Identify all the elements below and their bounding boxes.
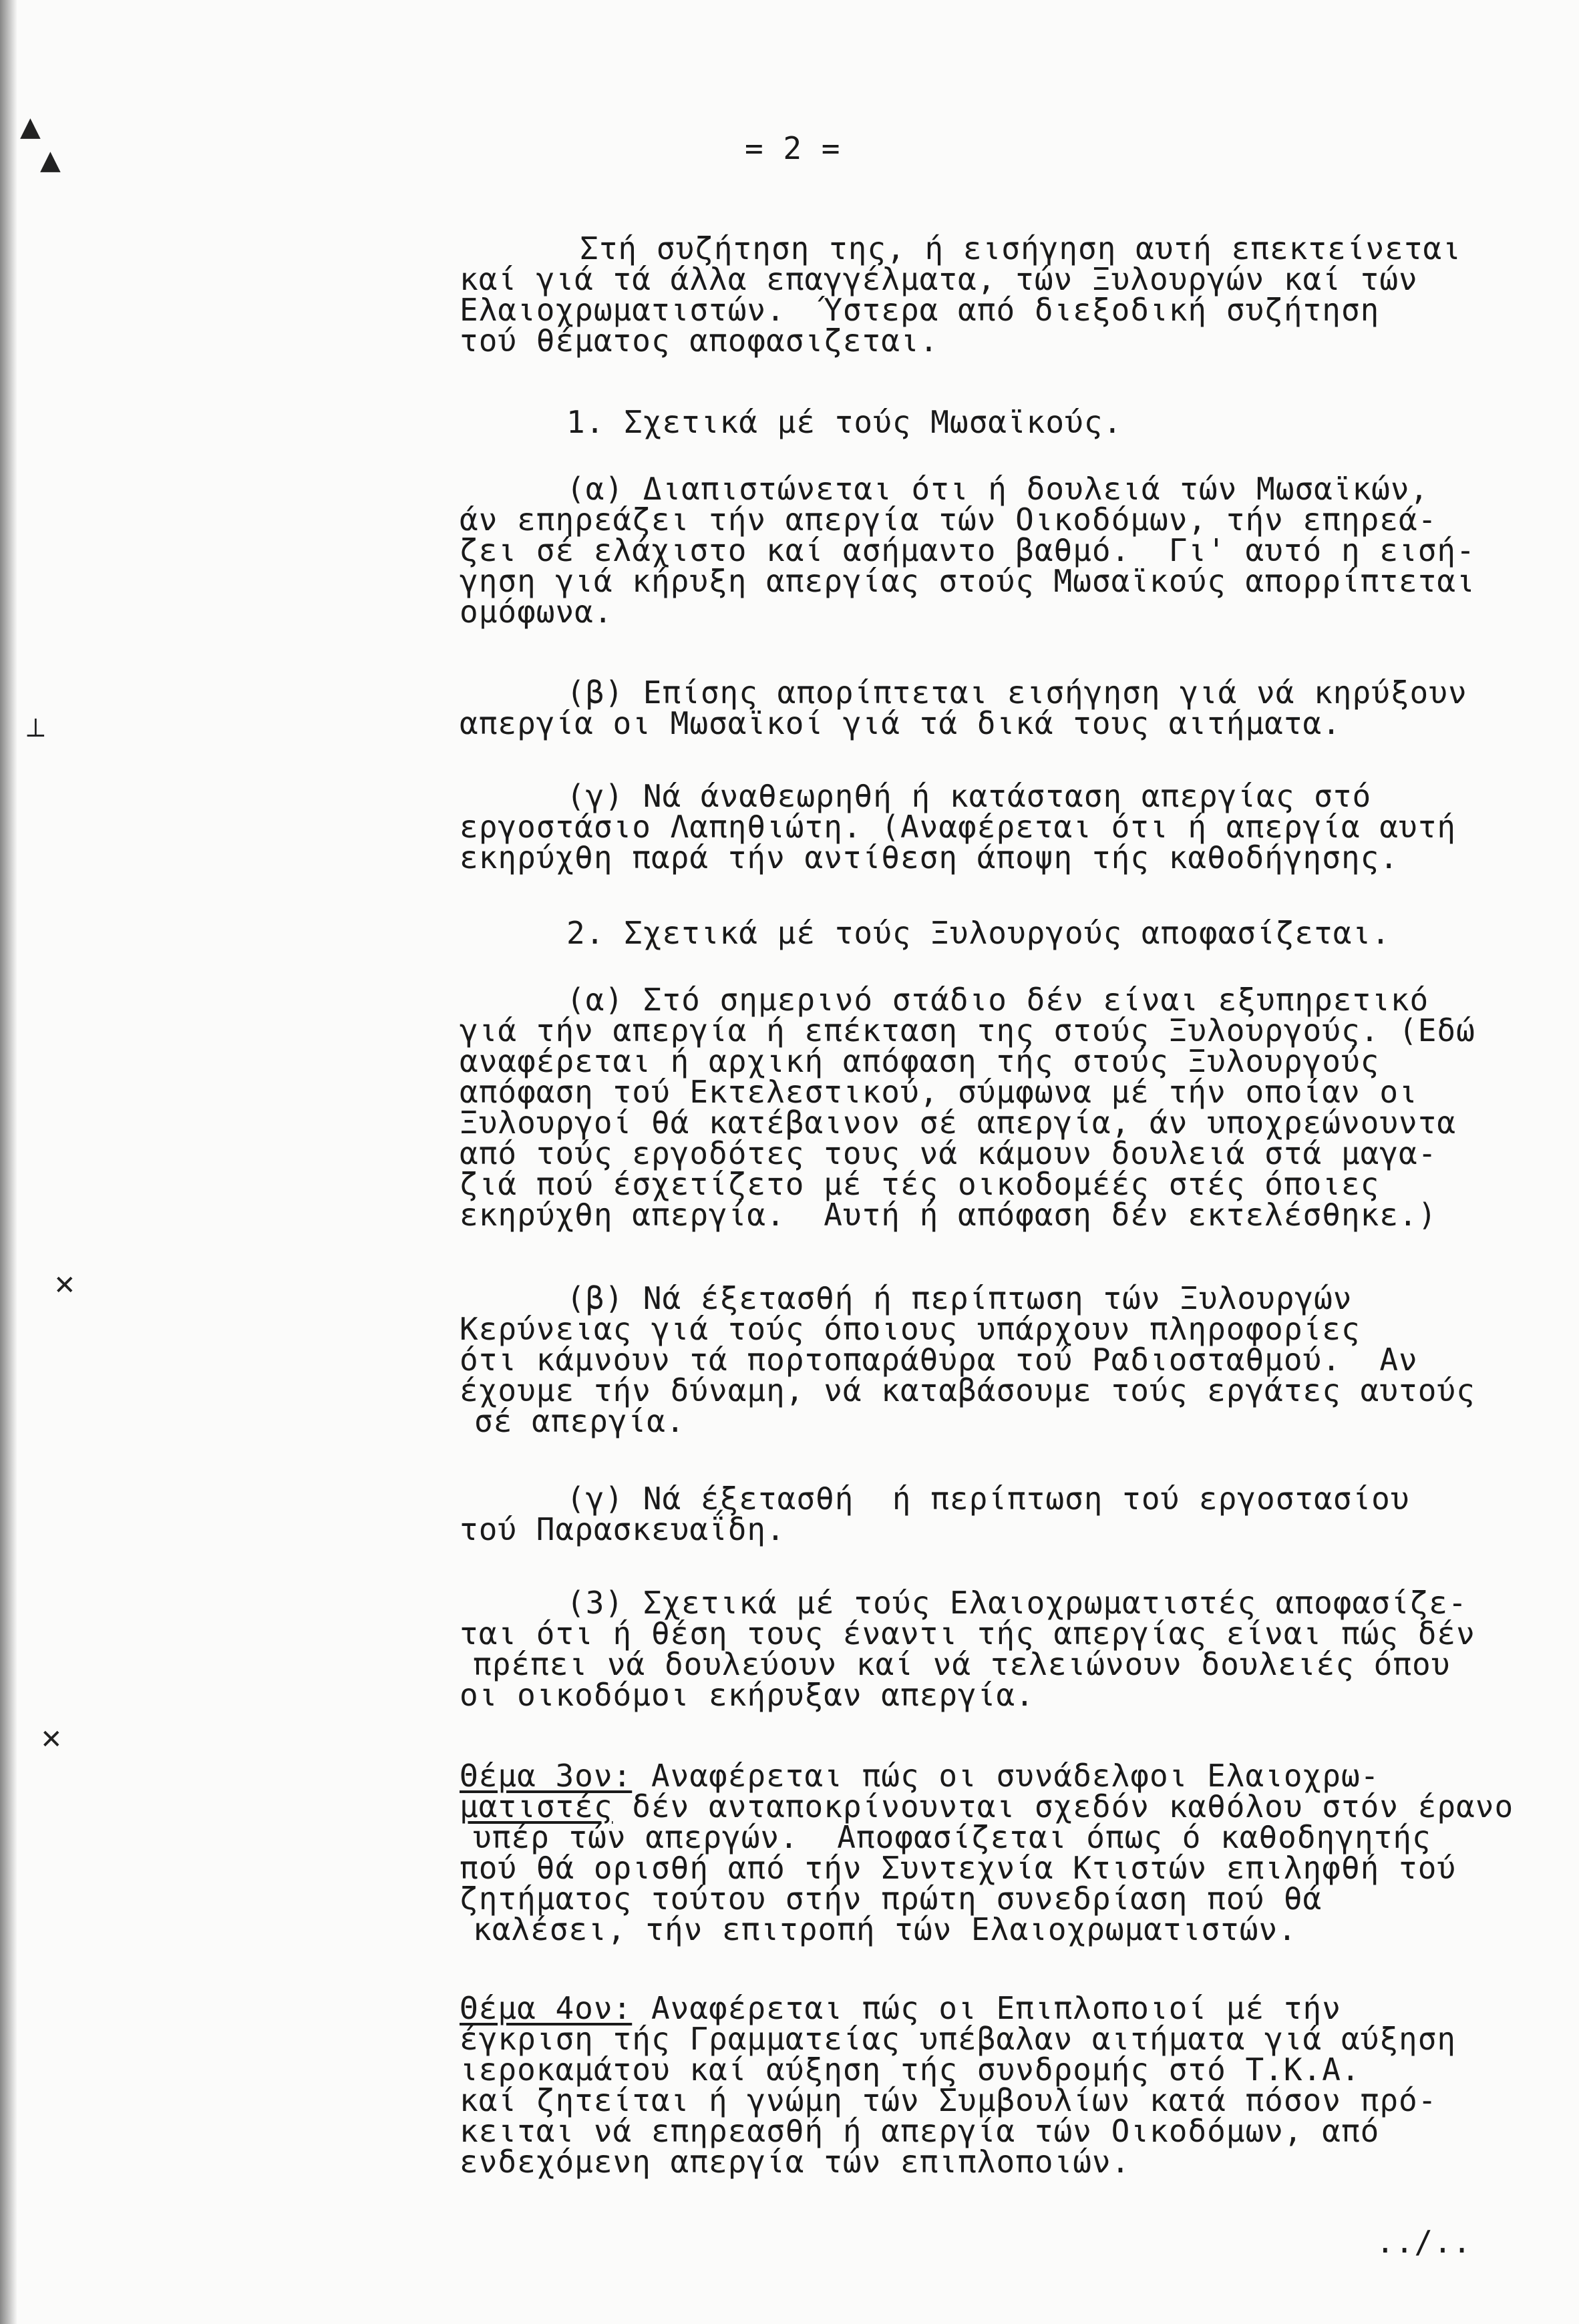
topic-label-continued: ματιστές bbox=[460, 1788, 613, 1824]
text-line: ζητήματος τούτου στήν πρώτη συνεδρίαση πού θά bbox=[460, 1881, 1323, 1917]
text-line: Ελαιοχρωματιστών. Ύστερα από διεξοδική συζήτηση bbox=[460, 292, 1380, 328]
hole-punch-mark: ✕ bbox=[40, 1724, 63, 1755]
text-line: έγκριση τής Γραμματείας υπέβαλαν αιτήματα γιά αύξηση bbox=[460, 2021, 1457, 2057]
text-line: ιεροκαμάτου καί αύξηση τής συνδρομής στό Τ.Κ.Α. bbox=[460, 2052, 1361, 2088]
topic-text: δέν ανταποκρίνουνται σχεδόν καθόλου στόν έρανο bbox=[612, 1788, 1514, 1824]
text-line: (α) Στό σημερινό στάδιο δέν είναι εξυπηρετικό bbox=[566, 982, 1429, 1018]
hole-punch-mark: ▲ bbox=[40, 145, 61, 176]
scan-binding-edge bbox=[0, 0, 17, 2324]
continuation-mark: ../.. bbox=[1376, 2224, 1472, 2260]
text-line: έχουμε τήν δύναμη, νά καταβάσουμε τούς εργάτες αυτούς bbox=[460, 1372, 1475, 1408]
text-line: Στή συζήτηση της, ή εισήγηση αυτή επεκτείνεται bbox=[580, 230, 1461, 266]
text-line: τού Παρασκευαΐδη. bbox=[460, 1511, 785, 1547]
text-line: ενδεχόμενη απεργία τών επιπλοποιών. bbox=[460, 2144, 1131, 2180]
text-line: καί γιά τά άλλα επαγγέλματα, τών Ξυλουργών καί τών bbox=[460, 261, 1418, 297]
text-line: γιά τήν απεργία ή επέκταση της στούς Ξυλουργούς. (Εδώ bbox=[460, 1012, 1475, 1048]
text-line: ότι κάμνουν τά πορτοπαράθυρα τού Ραδιοσταθμού. Αν bbox=[460, 1342, 1418, 1378]
text-line: κειται νά επηρεασθή ή απεργία τών Οικοδόμων, από bbox=[460, 2113, 1380, 2149]
hole-punch-mark: ⟂ bbox=[27, 713, 45, 743]
text-line: Ξυλουργοί θά κατέβαινον σέ απεργία, άν υποχρεώνουντα bbox=[460, 1105, 1457, 1141]
text-line: απεργία οι Μωσαϊκοί γιά τά δικά τους αιτήματα. bbox=[460, 705, 1341, 741]
text-line: εκηρύχθη παρά τήν αντίθεση άποψη τής καθοδήγησης. bbox=[460, 839, 1399, 876]
text-line: πρέπει νά δουλεύουν καί νά τελειώνουν δουλειές όπου bbox=[473, 1646, 1451, 1682]
text-line: άν επηρεάζει τήν απεργία τών Οικοδόμων, τήν επηρεά- bbox=[460, 502, 1437, 538]
text-line: από τούς εργοδότες τους νά κάμουν δουλειά στά μαγα- bbox=[460, 1135, 1437, 1171]
text-line: Κερύνειας γιά τούς όποιους υπάρχουν πληροφορίες bbox=[460, 1311, 1361, 1347]
text-line: αναφέρεται ή αρχική απόφαση τής στούς Ξυλουργούς bbox=[460, 1043, 1380, 1079]
text-line: πού θά ορισθή από τήν Συντεχνία Κτιστών επιληφθή τού bbox=[460, 1850, 1457, 1886]
topic-text: Αναφέρεται πώς οι συνάδελφοι Ελαιοχρω- bbox=[632, 1758, 1380, 1794]
hole-punch-mark: ✕ bbox=[53, 1270, 76, 1301]
section-heading: 1. Σχετικά μέ τούς Μωσαϊκούς. bbox=[566, 404, 1123, 440]
text-line: οι οικοδόμοι εκήρυξαν απεργία. bbox=[460, 1677, 1035, 1713]
text-line: εργοστάσιο Λαπηθιώτη. (Αναφέρεται ότι ή απεργία αυτή bbox=[460, 809, 1457, 845]
text-line: τού θέματος αποφασιζεται. bbox=[460, 323, 939, 359]
text-line: σέ απεργία. bbox=[474, 1403, 685, 1439]
text-line: ζει σέ ελάχιστο καί ασήμαντο βαθμό. Γι' αυτό η εισή- bbox=[460, 532, 1475, 568]
text-line: γηση γιά κήρυξη απεργίας στούς Μωσαϊκούς απορρίπτεται bbox=[460, 563, 1475, 599]
hole-punch-mark: ▲ bbox=[20, 112, 41, 142]
topic-line bbox=[460, 1758, 1380, 1794]
text-line: απόφαση τού Εκτελεστικού, σύμφωνα μέ τήν οποίαν οι bbox=[460, 1074, 1418, 1110]
text-line: καί ζητείται ή γνώμη τών Συμβουλίων κατά πόσον πρό- bbox=[460, 2082, 1437, 2118]
text-line: (β) Επίσης απορίπτεται εισήγηση γιά νά κηρύξουν bbox=[566, 674, 1467, 711]
topic-line bbox=[460, 1788, 1514, 1824]
topic-label: Θέμα 3ον: bbox=[460, 1758, 633, 1794]
text-line: εκηρύχθη απεργία. Αυτή ή απόφαση δέν εκτελέσθηκε.) bbox=[460, 1197, 1437, 1233]
text-line: (γ) Νά άναθεωρηθή ή κατάσταση απεργίας στό bbox=[566, 778, 1372, 814]
text-line: ζιά πού έσχετίζετο μέ τές οικοδομέές στές όποιες bbox=[460, 1166, 1380, 1202]
text-line: (γ) Νά έξετασθή ή περίπτωση τού εργοστασίου bbox=[566, 1481, 1410, 1517]
text-line: ομόφωνα. bbox=[460, 594, 613, 630]
text-line: (α) Διαπιστώνεται ότι ή δουλειά τών Μωσαϊκών, bbox=[566, 471, 1429, 507]
page-number: = 2 = bbox=[745, 130, 841, 166]
section-heading: 2. Σχετικά μέ τούς Ξυλουργούς αποφασίζεται. bbox=[566, 915, 1391, 951]
text-line: ται ότι ή θέση τους έναντι τής απεργίας είναι πώς δέν bbox=[460, 1615, 1475, 1652]
text-line: (β) Νά έξετασθή ή περίπτωση τών Ξυλουργών bbox=[566, 1280, 1353, 1316]
text-line: υπέρ τών απεργών. Αποφασίζεται όπως ό καθοδηγητής bbox=[473, 1819, 1431, 1855]
topic-label: Θέμα 4ον: bbox=[460, 1990, 633, 2026]
topic-line bbox=[460, 1990, 1341, 2026]
text-line: (3) Σχετικά μέ τούς Ελαιοχρωματιστές αποφασίζε- bbox=[566, 1585, 1467, 1621]
topic-text: Αναφέρεται πώς οι Επιπλοποιοί μέ τήν bbox=[632, 1990, 1341, 2026]
text-line: καλέσει, τήν επιτροπή τών Ελαιοχρωματιστών. bbox=[473, 1911, 1297, 1947]
